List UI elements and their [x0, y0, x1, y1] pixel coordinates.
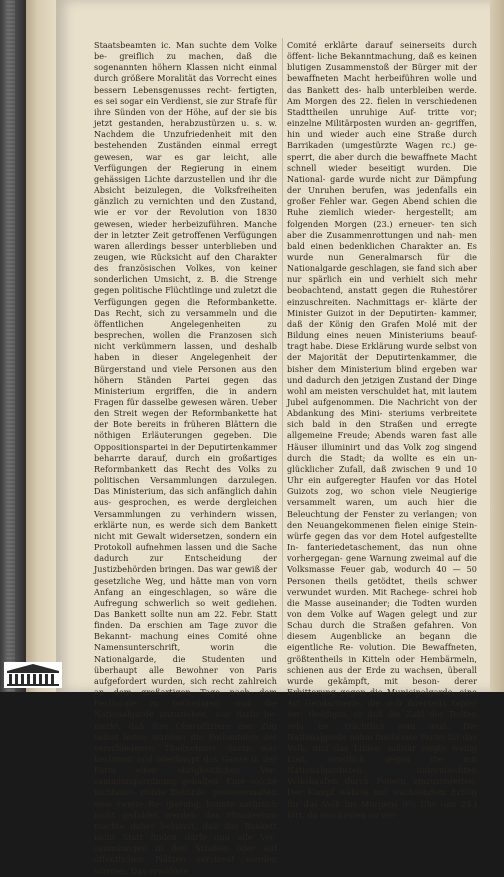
text-column-left: Staatsbeamten ic. Man suchte dem Volke be- greiflich zu machen, daß die sogenannten höhern Klassen nicht einmal durch größere Moralität das Vorrecht eines bessern Lebensgenusses recht- fertigten, es sei sogar ein Verdienst, sie zur Strafe für ihre Sünden von der Höhe, auf der sie bis jetzt gestanden, herabzustürzen u. s. w. Nachdem die Unzufriedenheit mit den bestehenden Zuständen einmal erregt gewesen, war es gar leicht, alle Verfügungen der Regierung in einem gehässigen Lichte darzustellen und ihr die Absicht beizulegen, die Volksfreiheiten gänzlich zu vernichten und den Zustand, wie er vor der Revolution von 1830 gewesen, wieder herbeizuführen. Manche der in letzter Zeit getroffenen Verfügungen waren allerdings besser unterblieben und zeugen, wie Rücksicht auf den Charakter des französischen Volkes, von keiner sonderlichen Umsicht, z. B. die Strenge gegen politische Flüchtlinge und zuletzt die Verfügungen gegen die Reformbankette. Das Recht, sich zu versammeln und die öffentlichen Angelegenheiten zu besprechen, wollen die Franzosen sich nicht verkümmern lassen, und deshalb haben in dieser Angelegenheit der Bürgerstand und viele Personen aus den höhern Ständen Partei gegen das Ministerium ergriffen, die in andern Fragen für dasselbe gewesen wären. Ueber den Streit wegen der Reformbankette hat der Bote bereits in früheren Blättern die nöthigen Erläuterungen gegeben. Die Oppositionspartei in der Deputirtenkammer beharrte darauf, durch ein großartiges Reformbankett das Recht des Volks zu politischen Versammlungen darzulegen. Das Ministerium, das sich anfänglich dahin aus- gesprochen, es werde dergleichen Versammlungen zu verhindern wissen, erklärte nun, es werde sich dem Bankett nicht mit Gewalt widersetzen, sondern ein Protokoll aufnehmen lassen und die Sache dadurch zur Entscheidung der Justizbehörden bringen. Das war gewiß der gesetzliche Weg, und hätte man von vorn Anfang an eingeschlagen, so wäre die Aufregung schwerlich so weit gediehen. Das Bankett sollte nun am 22. Febr. Statt finden. Da erschien am Tage zuvor die Bekannt- machung eines Comité ohne Namensunterschrift, worin die Nationalgarde, die Studenten und überhaupt alle Bewohner von Paris aufgefordert wurden, sich recht zahlreich an dem großartigen Tage nach dem Festlocale zu betheiligen; und die Nationalgarde anzuziehen, war darin be- merkt, daß ihre Oberoffiziere den Zug selbst leiten würden; die Reihenfolge der verschiedenen Theilnehmer daran war bestimmt und überhaupt das Ganze in der Form einer obrigkeitlichen Ver- sammlungsordnung gehalten. Eine solche nichtauto- risirte Behörde, gewissermaßen eine zweite Re- gierung, konnte natürlich nicht geduldet werden; das Ministerium machte daher bekannt, daß das Bankett nicht Statt finden dürfe und alle Ver- sammlungen in den Straßen oder auf öffentlichen Plätzen zerstreut werden würden. Das erwähnte: [94, 40, 277, 876]
column-divider: [282, 38, 283, 640]
book-spine: [0, 0, 26, 692]
library-building-icon: [4, 662, 62, 688]
page-gutter: [26, 0, 56, 692]
spine-binding: [6, 0, 15, 692]
text-column-right: Comité erklärte darauf seinerseits durch öffent- liche Bekanntmachung, daß es keinen blutigen Zusammenstoß der Bürger mit der bewaffneten Macht herbeiführen wolle und das Bankett des- halb unterbleiben werde. Am Morgen des 22. fielen in verschiedenen Stadttheilen unruhige Auf- tritte vor; einzelne Militärposten wurden an- gegriffen, hin und wieder auch eine Straße durch Barrikaden (umgestürzte Wagen rc.) ge- sperrt, die aber durch die bewaffnete Macht schnell wieder beseitigt wurden. Die National- garde wurde nicht zur Dämpfung der Unruhen berufen, was jedenfalls ein großer Fehler war. Gegen Abend schien die Ruhe ziemlich wieder- hergestellt; am folgenden Morgen (23.) erneuer- ten sich aber die Zusammenrottungen und nah- men bald einen bedenklichen Charakter an. Es wurde nun Generalmarsch für die Nationalgarde geschlagen, sie fand sich aber nur spärlich ein und verhielt sich mehr beobachtend, anstatt gegen die Ruhestörer einzuschreiten. Nachmittags er- klärte der Minister Guizot in der Deputirten- kammer, daß der König den Grafen Molé mit der Bildung eines neuen Ministeriums beauf- tragt habe. Diese Erklärung wurde selbst von der Majorität der Deputirtenkammer, die bisher dem Ministerium blind ergeben war und dadurch den jetzigen Zustand der Dinge wohl am meisten verschuldet hat, mit lautem Jubel aufgenommen. Die Nachricht von der Abdankung des Mini- steriums verbreitete sich bald in den Straßen und erregte allgemeine Freude; Abends waren fast alle Häuser illuminirt und das Volk zog singend durch die Stadt; da wollte es ein un- glücklicher Zufall, daß zwischen 9 und 10 Uhr ein aufgeregter Haufen vor das Hotel Guizots zog, wo schon viele Neugierige versammelt waren, um auch hier die Beleuchtung der Fenster zu verlangen; von den Neuangekommenen fielen einige Stein- würfe gegen das vor dem Hotel aufgestellte In- fanteriedetaschement, das nun ohne vorhergegan- gene Warnung zweimal auf die Volksmasse Feuer gab, wodurch 40 — 50 Personen theils getödtet, theils schwer verwundet wurden. Mit Rachege- schrei hob die Masse auseinander; die Todten wurden von dem Volke auf Wagen gelegt und zur Schau durch die Straßen gefahren. Von diesem Augenblicke an begann die eigentliche Re- volution. Die Bewaffneten, größtentheils in Kitteln oder Hembärmeln, schienen aus der Erde zu wachsen, überall wurde gekämpft, mit beson- derer Erbitterung gegen die Municipalgarde, eine Art Gendarmerie, die sich ihrerseits tapfer ver- theidigte, so daß die Zahl der Todten sehr be- trächtlich sein muß. Die Nationalgarde nahm theilweise Partei für das Volk, und das Linien- militär zeigte wenig Lust, ernstlich gegen die mit Nationalgardisten untermischten Volkshaufen durch Feuern einzuschreiten. Der Kampf währte mit wachsendem Erfolg für das Volk bis Morgens 9½ Uhr (am 24.) fort, da erschienen an ver-: [287, 40, 477, 820]
page-edge-right: [490, 0, 504, 692]
